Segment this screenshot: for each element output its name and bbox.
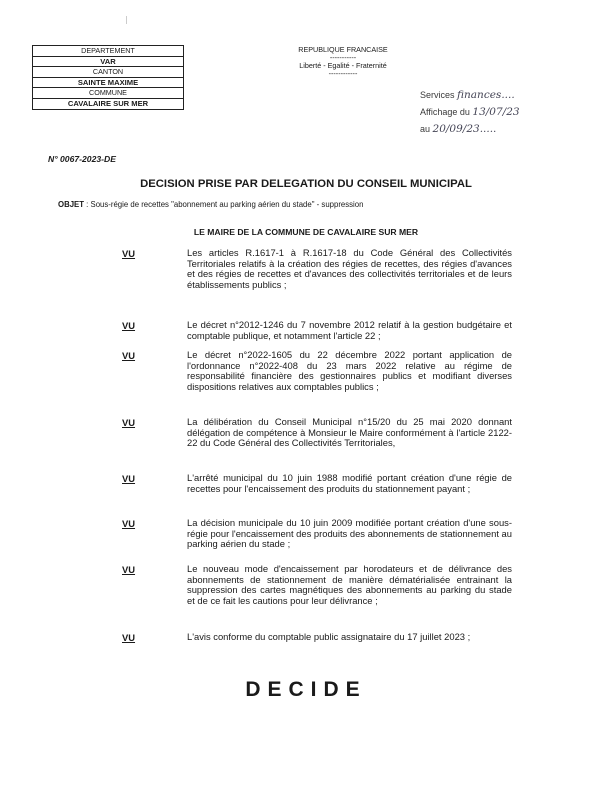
decide-heading: DECIDE bbox=[245, 678, 367, 701]
vu-text: Les articles R.1617-1 à R.1617-18 du Code Général des Collectivités Territoriales relatifs à la création des régies de recettes, des régies d'avances et des régies de recettes et d'avances des collectivités territoriales et de leurs établissements publics ; bbox=[187, 247, 512, 291]
stamp-affichage-label: Affichage du bbox=[420, 107, 470, 117]
decision-number: N° 0067-2023-DE bbox=[48, 154, 116, 164]
document-title: DECISION PRISE PAR DELEGATION DU CONSEIL MUNICIPAL bbox=[140, 178, 472, 190]
stamp-service-line bbox=[420, 87, 580, 104]
vu-label: VU bbox=[122, 473, 136, 484]
maire-heading: LE MAIRE DE LA COMMUNE DE CAVALAIRE SUR MER bbox=[193, 227, 419, 237]
stamp-service-value: finances bbox=[457, 89, 502, 101]
republic-separator: ------------ bbox=[328, 69, 358, 78]
vu-text: Le décret n°2012-1246 du 7 novembre 2012 relatif à la gestion budgétaire et comptable publique, et notamment l'article 22 ; bbox=[187, 319, 512, 341]
admin-row-canton: SAINTE MAXIME bbox=[33, 78, 183, 89]
vu-text: La décision municipale du 10 juin 2009 modifiée portant création d'une sous-régie pour l'encaissement des produits des abonnements de stationnement au parking aérien du stade ; bbox=[187, 517, 512, 550]
vu-label: VU bbox=[122, 248, 136, 259]
admin-row-commune-label: COMMUNE bbox=[33, 88, 183, 99]
stamp-affichage-value: 13/07/23 bbox=[472, 106, 520, 118]
republic-title: REPUBLIQUE FRANCAISE bbox=[298, 45, 388, 54]
admin-row-commune: CAVALAIRE SUR MER bbox=[67, 98, 149, 108]
objet-line bbox=[58, 200, 363, 209]
scan-mark bbox=[126, 16, 127, 24]
vu-label: VU bbox=[122, 417, 136, 428]
vu-text: Le décret n°2022-1605 du 22 décembre 2022 portant application de l'ordonnance n°2022-408 du 23 mars 2022 relative au régime de responsabilité financière des gestionnaires publics et modifiant diverses dispositions relatives aux comptables publics ; bbox=[187, 349, 512, 393]
stamp-au-value: 20/09/23 bbox=[432, 123, 480, 135]
admin-row-departement: VAR bbox=[33, 57, 183, 68]
stamp-dots: .... bbox=[501, 89, 515, 101]
objet-text: : Sous-régie de recettes "abonnement au parking aérien du stade" - suppression bbox=[84, 200, 364, 209]
stamp-service-label: Services bbox=[420, 90, 455, 100]
vu-text: L'arrêté municipal du 10 juin 1988 modifié portant création d'une régie de recettes pour l'encaissement des produits du stationnement payant ; bbox=[187, 472, 512, 494]
vu-label: VU bbox=[122, 350, 136, 361]
vu-label: VU bbox=[122, 632, 136, 643]
vu-label: VU bbox=[122, 518, 136, 529]
stamp-au-line bbox=[420, 121, 580, 138]
vu-label: VU bbox=[122, 564, 136, 575]
objet-label: OBJET bbox=[58, 200, 84, 209]
stamp-dots: ..... bbox=[479, 123, 497, 135]
vu-label: VU bbox=[122, 320, 136, 331]
republic-header bbox=[268, 45, 418, 77]
vu-text: L'avis conforme du comptable public assignataire du 17 juillet 2023 ; bbox=[187, 631, 471, 642]
stamp-au-label: au bbox=[420, 124, 431, 134]
stamp-affichage-line bbox=[420, 104, 580, 121]
vu-text: La délibération du Conseil Municipal n°15/20 du 25 mai 2020 donnant délégation de compétence à Monsieur le Maire conformément à l'article 2122-22 du Code Général des Collectivités Territoriales, bbox=[187, 416, 512, 449]
admin-row-departement-label: DEPARTEMENT bbox=[33, 46, 183, 57]
vu-text: Le nouveau mode d'encaissement par horodateurs et de délivrance des abonnements de stationnement de manière dématérialisée entrainant la suppression des cartes magnétiques des abonnements au parking du stade et de ce fait les cautions pour leur délivrance ; bbox=[187, 563, 512, 607]
republic-motto: Liberté - Egalité - Fraternité bbox=[299, 61, 387, 70]
republic-separator: ----------- bbox=[329, 53, 357, 62]
administrative-box bbox=[32, 45, 184, 110]
publication-stamp bbox=[420, 87, 580, 138]
admin-row-canton-label: CANTON bbox=[33, 67, 183, 78]
